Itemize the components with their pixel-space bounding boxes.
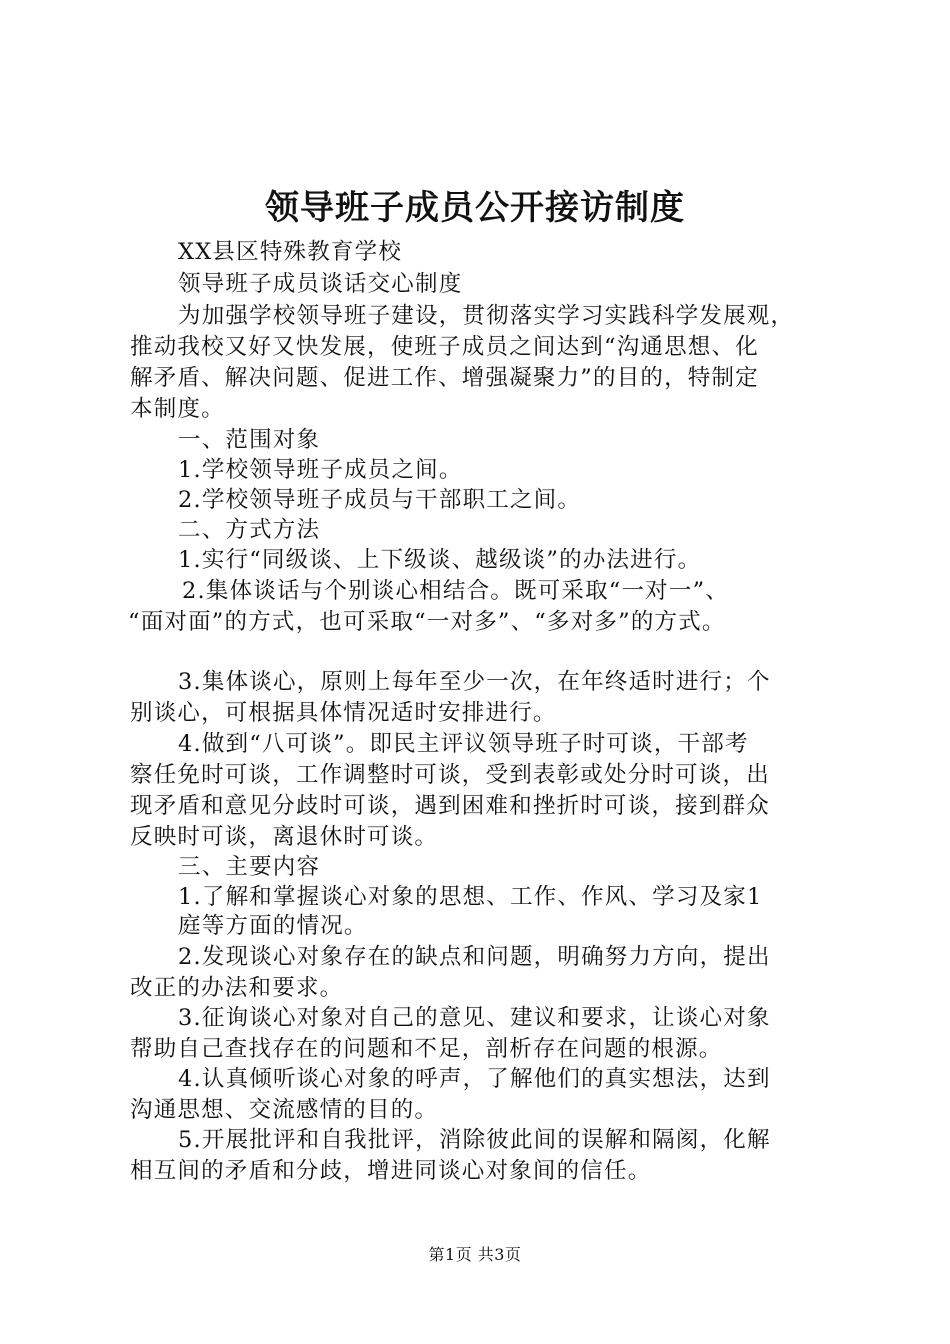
paragraph-line: 1.实行“同级谈、上下级谈、越级谈”的办法进行。 — [178, 547, 702, 573]
paragraph-line: 察任免时可谈，工作调整时可谈，受到表彰或处分时可谈，出 — [130, 762, 770, 788]
paragraph-line: 2.发现谈心对象存在的缺点和问题，明确努力方向，提出 — [178, 944, 771, 970]
paragraph-line: 相互间的矛盾和分歧，增进同谈心对象间的信任。 — [130, 1158, 652, 1184]
paragraph-line: 1.了解和掌握谈心对象的思想、工作、作风、学习及家1 — [178, 884, 763, 910]
paragraph-line: 推动我校又好又快发展，使班子成员之间达到“沟通思想、化 — [130, 334, 759, 360]
paragraph-line: 4.做到“八可谈”。即民主评议领导班子时可谈，干部考 — [178, 731, 749, 757]
subtitle: 领导班子成员谈话交心制度 — [178, 271, 463, 297]
paragraph-line: 庭等方面的情况。 — [178, 913, 368, 939]
page-number-footer: 第1页 共3页 — [428, 1245, 522, 1264]
paragraph-line: 改正的办法和要求。 — [130, 975, 344, 1001]
paragraph-line: 1.学校领导班子成员之间。 — [178, 457, 463, 483]
section-heading: 二、方式方法 — [178, 517, 321, 543]
paragraph-line: 别谈心，可根据具体情况适时安排进行。 — [130, 700, 557, 726]
section-heading: 一、范围对象 — [178, 427, 321, 453]
paragraph-line: 2.集体谈话与个别谈心相结合。既可采取“一对一”、 — [182, 578, 729, 604]
paragraph-line: “面对面”的方式，也可采取“一对多”、“多对多”的方式。 — [128, 609, 726, 635]
paragraph-line: 5.开展批评和自我批评，消除彼此间的误解和隔阂，化解 — [178, 1127, 771, 1153]
paragraph-line: 本制度。 — [130, 396, 225, 422]
section-heading: 三、主要内容 — [178, 854, 321, 880]
document-title: 领导班子成员公开接访制度 — [265, 188, 685, 228]
paragraph-line: 3.征询谈心对象对自己的意见、建议和要求，让谈心对象 — [178, 1005, 771, 1031]
paragraph-line: 3.集体谈心，原则上每年至少一次，在年终适时进行；个 — [178, 669, 771, 695]
paragraph-line: 2.学校领导班子成员与干部职工之间。 — [178, 487, 582, 513]
paragraph-line: 现矛盾和意见分歧时可谈，遇到困难和挫折时可谈，接到群众 — [130, 793, 770, 819]
paragraph-line: 反映时可谈，离退休时可谈。 — [130, 824, 439, 850]
paragraph-line: 为加强学校领导班子建设，贯彻落实学习实践科学发展观， — [178, 303, 795, 329]
paragraph-line: 沟通思想、交流感情的目的。 — [130, 1097, 439, 1123]
paragraph-line: 解矛盾、解决问题、促进工作、增强凝聚力”的目的，特制定 — [130, 365, 759, 391]
paragraph-line: 4.认真倾听谈心对象的呼声，了解他们的真实想法，达到 — [178, 1066, 771, 1092]
school-name: XX县区特殊教育学校 — [178, 239, 403, 265]
paragraph-line: 帮助自己查找存在的问题和不足，剖析存在问题的根源。 — [130, 1036, 723, 1062]
